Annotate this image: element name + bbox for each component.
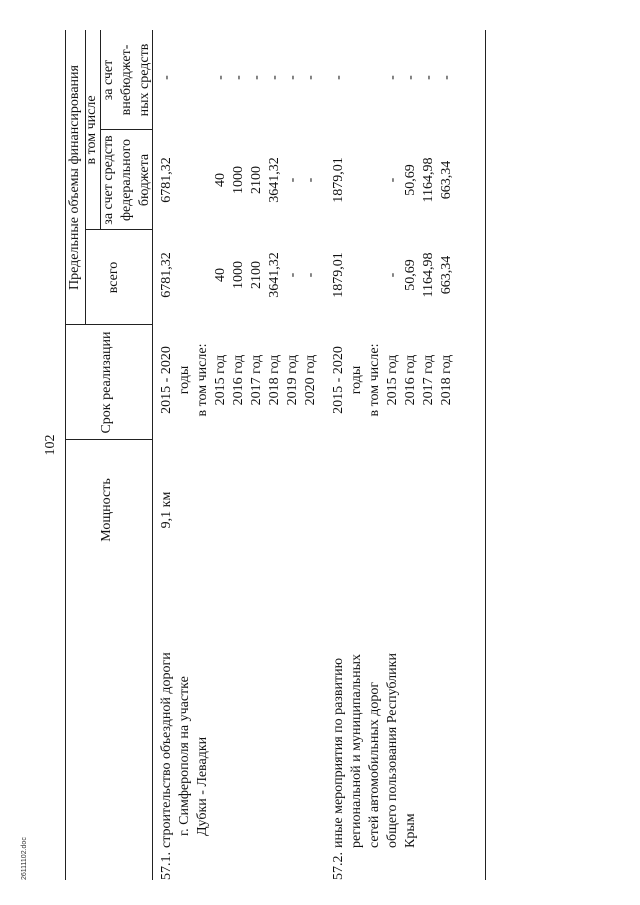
extra-value: -: [303, 75, 318, 80]
period-line: в том числе:: [367, 343, 382, 417]
federal-value: 6781,32: [159, 157, 174, 203]
extra-value: [194, 30, 212, 125]
row-name-line: общего пользования Республики: [385, 653, 400, 848]
table-bottom-border: [485, 30, 486, 880]
row-extra: [330, 30, 456, 125]
document-page: [40, 30, 640, 880]
federal-value: 1164,98: [421, 157, 436, 203]
extra-value: -: [421, 75, 436, 80]
period-line: годы: [177, 365, 192, 395]
period-line: 2019 год: [285, 354, 300, 406]
federal-value: -: [303, 177, 318, 183]
row-name: [330, 653, 420, 848]
extra-value: -: [331, 75, 346, 80]
total-value: 3641,32: [267, 252, 282, 298]
row-name-line: региональной и муниципальных: [349, 653, 364, 848]
period-line: 2015 - 2020: [159, 346, 174, 414]
header-extra: [100, 30, 154, 130]
federal-value: [194, 135, 212, 225]
total-value: 40: [213, 268, 228, 282]
period-line: в том числе:: [195, 343, 210, 417]
total-value: -: [385, 272, 400, 278]
header-federal: [100, 130, 154, 230]
extra-value: -: [249, 75, 264, 80]
extra-value: -: [439, 75, 454, 80]
header-federal-line: бюджета: [137, 153, 152, 207]
header-federal-line: за счет средств: [101, 135, 116, 225]
period-line: 2016 год: [231, 354, 246, 406]
row-name-line: сетей автомобильных дорог: [367, 681, 382, 848]
header-including: в том числе: [84, 95, 99, 165]
federal-value: 40: [213, 173, 228, 187]
total-value: 6781,32: [159, 252, 174, 298]
total-value: 1879,01: [331, 252, 346, 298]
header-extra-line: ных средств: [137, 43, 152, 117]
total-value: 1164,98: [421, 252, 436, 298]
total-value: 50,69: [403, 259, 418, 291]
row-name-line: Крым: [403, 813, 418, 848]
total-value: -: [303, 272, 318, 278]
header-total: всего: [106, 261, 121, 294]
federal-value: 3641,32: [267, 157, 282, 203]
row-period: [330, 325, 456, 435]
federal-value: -: [385, 177, 400, 183]
page-number: 102: [43, 434, 58, 456]
federal-value: 663,34: [439, 160, 454, 200]
period-line: 2015 год: [213, 354, 228, 406]
extra-value: -: [385, 75, 400, 80]
federal-value: [176, 135, 194, 225]
extra-value: -: [159, 75, 174, 80]
header-power: Мощность: [99, 478, 114, 542]
document-id: 26111102.doc: [21, 837, 28, 880]
federal-value: -: [285, 177, 300, 183]
header-federal-line: федерального: [119, 138, 134, 222]
period-line: годы: [349, 365, 364, 395]
row-extra: [158, 30, 320, 125]
period-line: 2016 год: [403, 354, 418, 406]
total-value: [176, 230, 194, 320]
period-line: 2015 год: [385, 354, 400, 406]
row-period: [158, 325, 320, 435]
row-name-line: иные мероприятия по развитию: [331, 657, 346, 848]
period-line: 2018 год: [267, 354, 282, 406]
total-value: 2100: [249, 261, 264, 289]
period-line: 2018 год: [439, 354, 454, 406]
header-extra-line: за счет: [101, 59, 116, 101]
row-name-line: строительство объездной дороги: [159, 652, 174, 848]
row-name: [158, 652, 212, 848]
total-value: 663,34: [439, 255, 454, 295]
row-name-line: Дубки - Левадки: [195, 736, 210, 836]
row-power: 9,1 км: [159, 491, 174, 529]
header-extra-line: внебюджет-: [119, 44, 134, 116]
period-line: 2020 год: [303, 354, 318, 406]
row-name-line: г. Симферополя на участке: [177, 676, 192, 836]
row-number: 57.1.: [159, 852, 174, 880]
row-total: [158, 230, 320, 320]
header-limits-title: Предельные объемы финансирования: [67, 65, 82, 290]
total-value: 1000: [231, 261, 246, 289]
row-federal: [158, 135, 320, 225]
header-period: Срок реализации: [99, 331, 114, 434]
federal-value: 1879,01: [331, 157, 346, 203]
extra-value: [366, 30, 384, 125]
extra-value: -: [213, 75, 228, 80]
row-total: [330, 230, 456, 320]
extra-value: -: [231, 75, 246, 80]
federal-value: 50,69: [403, 164, 418, 196]
period-line: 2017 год: [421, 354, 436, 406]
total-value: [366, 230, 384, 320]
federal-value: [348, 135, 366, 225]
total-value: -: [285, 272, 300, 278]
row-number: 57.2.: [331, 852, 346, 880]
total-value: [194, 230, 212, 320]
extra-value: -: [267, 75, 282, 80]
period-line: 2015 - 2020: [331, 346, 346, 414]
total-value: [348, 230, 366, 320]
extra-value: -: [403, 75, 418, 80]
period-line: 2017 год: [249, 354, 264, 406]
extra-value: [348, 30, 366, 125]
federal-value: [366, 135, 384, 225]
extra-value: -: [285, 75, 300, 80]
row-federal: [330, 135, 456, 225]
federal-value: 1000: [231, 166, 246, 194]
extra-value: [176, 30, 194, 125]
federal-value: 2100: [249, 166, 264, 194]
